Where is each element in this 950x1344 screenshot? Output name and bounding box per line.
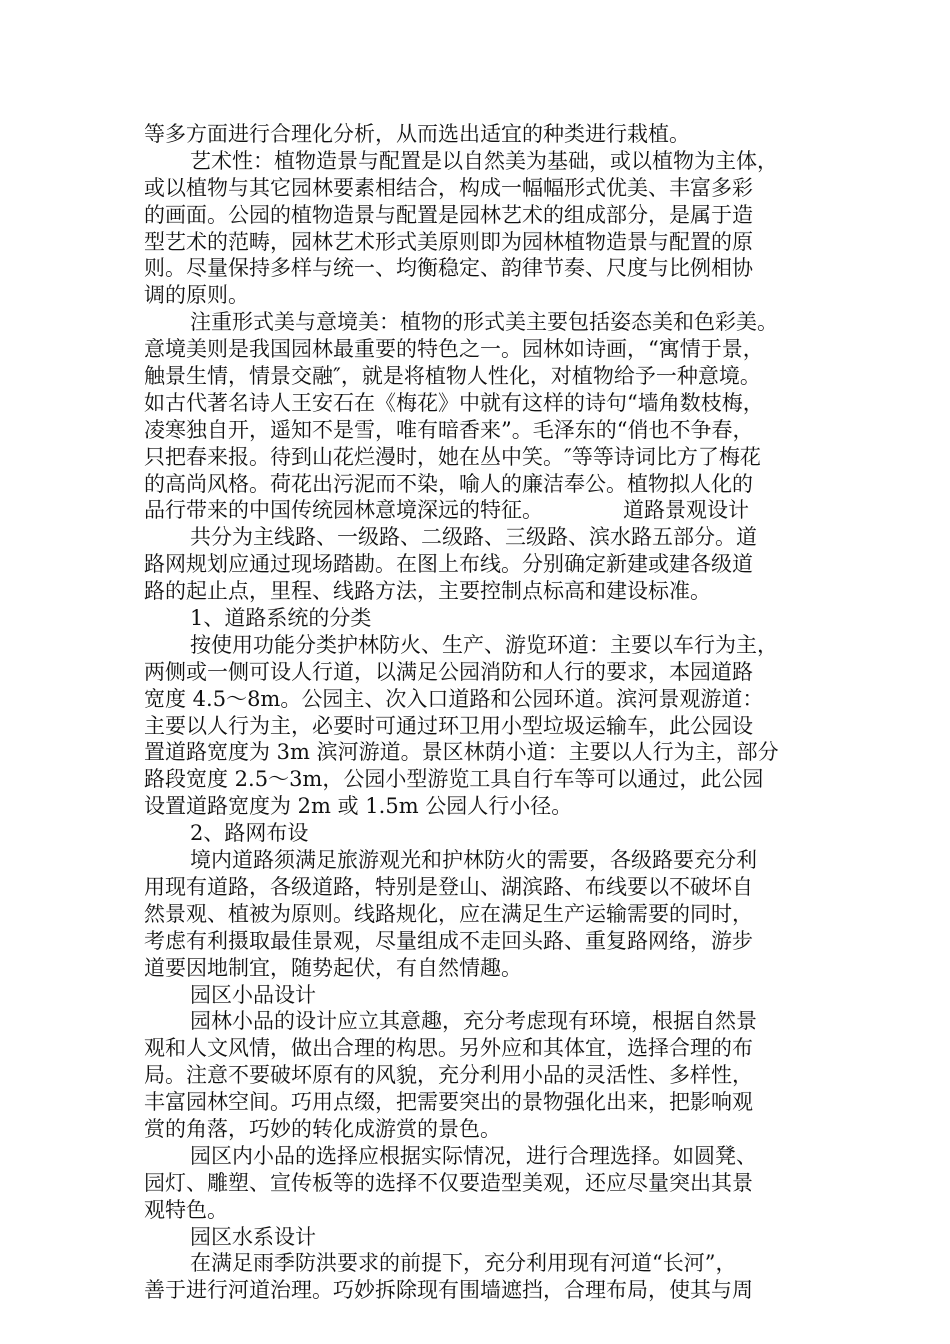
text-line: 共分为主线路、一级路、二级路、三级路、滨水路五部分。道 xyxy=(190,525,757,550)
text-line: 意境美则是我国园林最重要的特色之一。园林如诗画，“寓情于景， xyxy=(144,337,764,362)
text-line: 等多方面进行合理化分析，从而选出适宜的种类进行栽植。 xyxy=(144,122,690,146)
text-line: 注重形式美与意境美：植物的形式美主要包括姿态美和色彩美。 xyxy=(190,310,778,335)
text-line: 则。尽量保持多样与统一、均衡稳定、韵律节奏、尺度与比例相协 xyxy=(144,256,753,281)
text-line: 艺术性：植物造景与配置是以自然美为基础，或以植物为主体， xyxy=(190,148,778,173)
text-line: 善于进行河道治理。巧妙拆除现有围墙遮挡，合理布局，使其与周 xyxy=(144,1278,753,1303)
text-line: 观和人文风情，做出合理的构思。另外应和其体宜，选择合理的布 xyxy=(144,1036,753,1061)
text-line xyxy=(144,497,808,524)
text-line: 宽度 4.5～8m。公园主、次入口道路和公园环道。滨河景观游道： xyxy=(144,686,764,711)
text-line: 道要因地制宜，随势起伏，有自然情趣。 xyxy=(144,955,522,980)
text-line: 按使用功能分类护林防火、生产、游览环道：主要以车行为主， xyxy=(190,632,778,657)
text-line: 的画面。公园的植物造景与配置是园林艺术的组成部分，是属于造 xyxy=(144,202,753,227)
text-line: 赏的角落，巧妙的转化成游赏的景色。 xyxy=(144,1116,501,1141)
text-line: 调的原则。 xyxy=(144,283,249,308)
document-body xyxy=(144,121,808,1304)
text-line: 丰富园林空间。巧用点缀，把需要突出的景物强化出来，把影响观 xyxy=(144,1090,753,1115)
text-line: 如古代著名诗人王安石在《梅花》中就有这样的诗句“墙角数枝梅， xyxy=(144,390,764,415)
text-line: 园区内小品的选择应根据实际情况，进行合理选择。如圆凳、 xyxy=(190,1143,757,1168)
section-heading: 园区水系设计 xyxy=(190,1224,316,1249)
text-line: 考虑有利摄取最佳景观，尽量组成不走回头路、重复路网络，游步 xyxy=(144,928,753,953)
text-line: 然景观、植被为原则。线路规化，应在满足生产运输需要的同时， xyxy=(144,901,753,926)
section-heading: 园区小品设计 xyxy=(190,982,316,1007)
text-line: 凌寒独自开，遥知不是雪，唯有暗香来”。毛泽东的“俏也不争春， xyxy=(144,417,754,442)
text-line: 主要以人行为主，必要时可通过环卫用小型垃圾运输车，此公园设 xyxy=(144,713,753,738)
text-line: 触景生情，情景交融″，就是将植物人性化，对植物给予一种意境。 xyxy=(144,364,761,389)
text-line: 两侧或一侧可设人行道，以满足公园消防和人行的要求，本园道路 xyxy=(144,659,753,684)
text-line: 用现有道路，各级道路，特别是登山、湖滨路、布线要以不破坏自 xyxy=(144,874,753,899)
text-line: 或以植物与其它园林要素相结合，构成一幅幅形式优美、丰富多彩 xyxy=(144,175,753,200)
text-line: 的高尚风格。荷花出污泥而不染，喻人的廉洁奉公。植物拟人化的 xyxy=(144,471,753,496)
text-line: 境内道路须满足旅游观光和护林防火的需要，各级路要充分利 xyxy=(190,848,757,873)
section-heading: 1、道路系统的分类 xyxy=(190,606,372,631)
text-line: 园林小品的设计应立其意趣，充分考虑现有环境，根据自然景 xyxy=(190,1009,757,1034)
text-line: 置道路宽度为 3m 滨河游道。景区林荫小道：主要以人行为主，部分 xyxy=(144,740,779,765)
text-line: 型艺术的范畴，园林艺术形式美原则即为园林植物造景与配置的原 xyxy=(144,229,753,254)
text-line: 局。注意不要破坏原有的风貌，充分利用小品的灵活性、多样性， xyxy=(144,1063,753,1088)
section-heading: 道路景观设计 xyxy=(623,498,749,523)
text-line: 路网规划应通过现场踏勘。在图上布线。分别确定新建或建各级道 xyxy=(144,552,753,577)
section-heading: 2、路网布设 xyxy=(190,821,309,846)
text-line: 在满足雨季防洪要求的前提下，充分利用现有河道“长河”， xyxy=(190,1251,737,1276)
text-line-content: 品行带来的中国传统园林意境深远的特征。 xyxy=(144,498,543,523)
text-line: 路的起止点，里程、线路方法，主要控制点标高和建设标准。 xyxy=(144,579,711,604)
text-line: 园灯、雕塑、宣传板等的选择不仅要造型美观，还应尽量突出其景 xyxy=(144,1170,753,1195)
text-line: 路段宽度 2.5～3m，公园小型游览工具自行车等可以通过，此公园 xyxy=(144,767,764,792)
text-line: 只把春来报。待到山花烂漫时，她在丛中笑。″等等诗词比方了梅花 xyxy=(144,444,761,469)
text-line: 观特色。 xyxy=(144,1197,228,1222)
text-line: 设置道路宽度为 2m 或 1.5m 公园人行小径。 xyxy=(144,794,573,819)
